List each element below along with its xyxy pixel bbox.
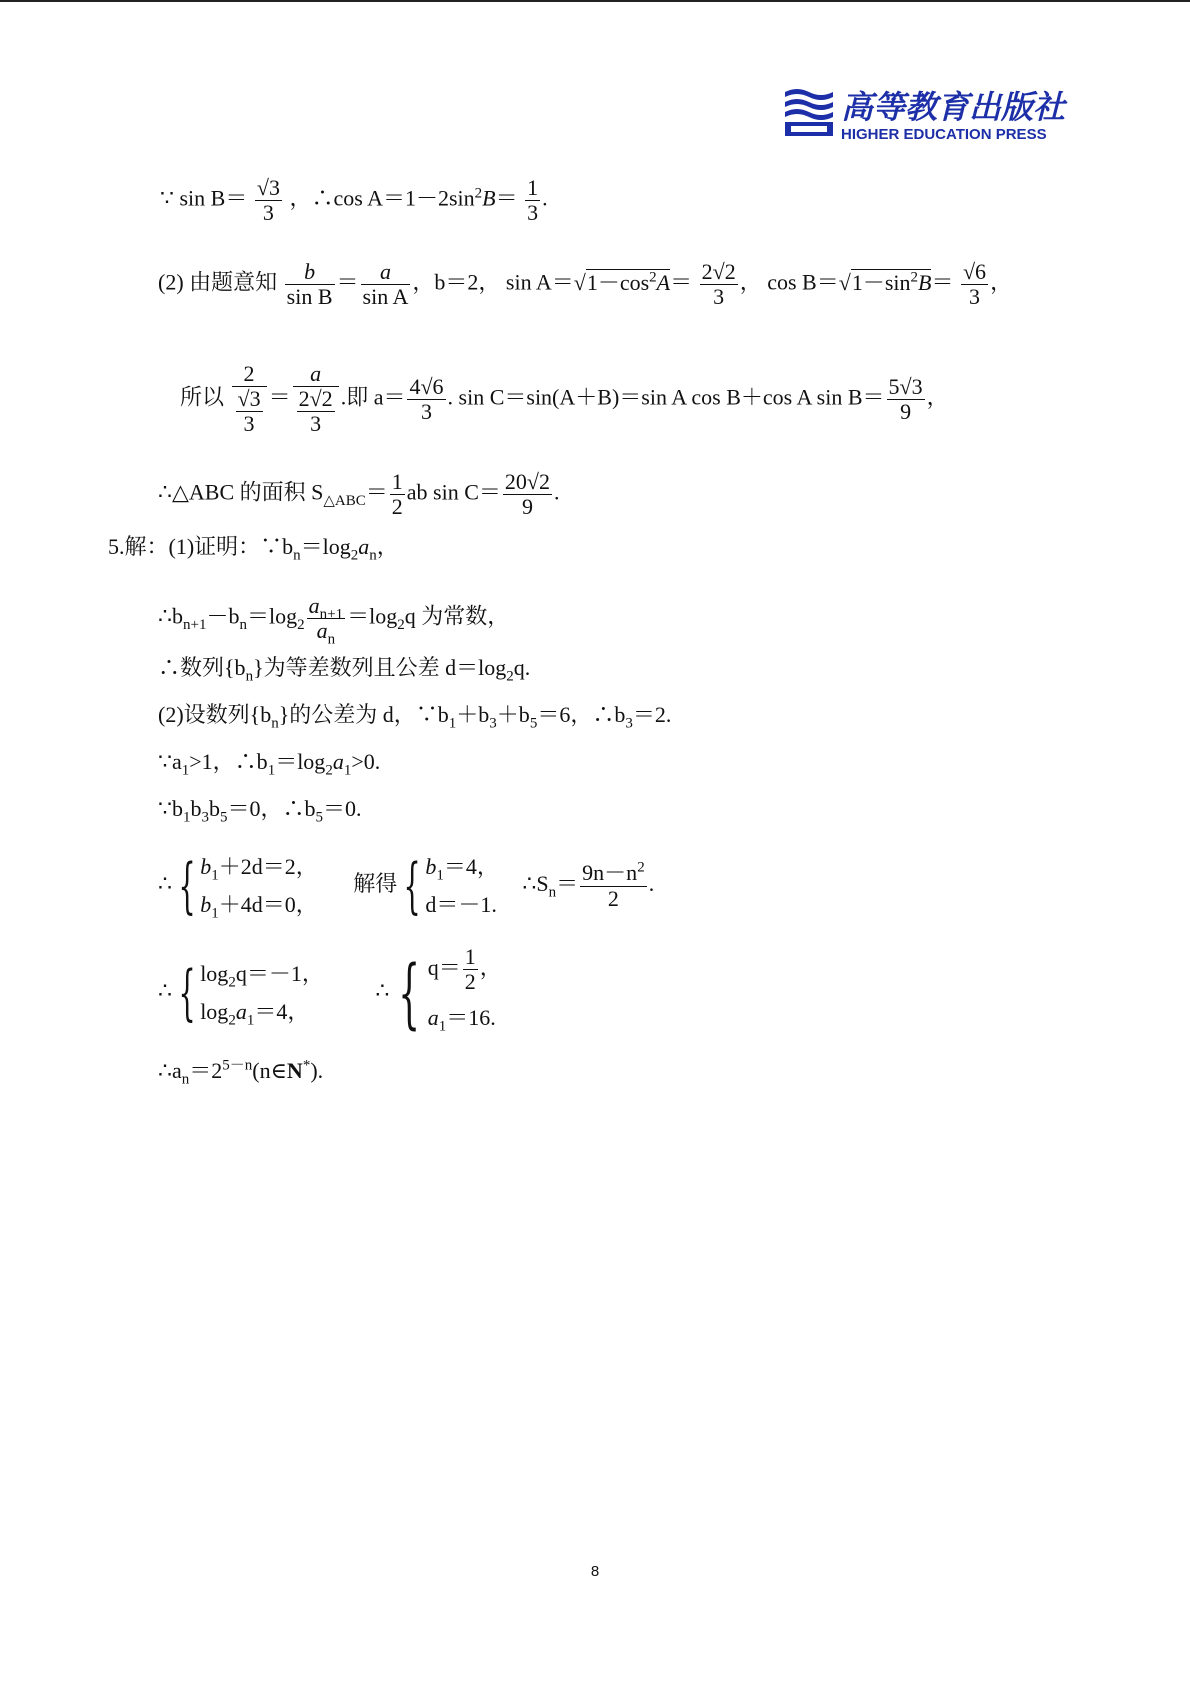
waves-icon xyxy=(785,89,833,136)
fraction-b-over-sinB: $\frac{b}{\text{sin B}}$ xyxy=(286,259,333,310)
p4-line4: ∴△ABC 的面积 $S_{\triangle ABC}=$ $\frac{1}{2}$ ab sin C＝ $\frac{20√2}{9}$ . xyxy=(158,469,560,520)
fraction-an1-over-an: $\frac{a_{n+1}}{a_n}$ xyxy=(308,593,344,648)
p5-step2: $\therefore b_{n+1}-b_n=\log_2$ $\frac{a_{n+1}}{a_n}$ $=\log_2q$ 为常数， xyxy=(158,593,510,648)
fraction-20root2-over-9: $\frac{20√2}{9}$ xyxy=(504,469,550,520)
fraction-a-over-sinA: $\frac{a}{\text{sin A}}$ xyxy=(362,259,409,310)
equation-system-3: $\log_2q=-1$， $\log_2a_1=4$， xyxy=(200,960,324,1029)
equation-system-1: $b_1+2d=2$， $b_1+4d=0$， xyxy=(200,854,318,922)
p5-step6: $\because b_1b_3b_5=0$，$\therefore b_5=0$. xyxy=(158,796,362,826)
fraction-root3-over-3: $\frac{√3}{3}$ xyxy=(256,175,280,226)
fraction-Sn: $\frac{9n-n^2}{2}$ xyxy=(582,859,645,911)
p4-line3: 所以 $\frac{2}{\frac{√3}{3}}$ ＝ $\frac{a}{\frac{2√2}{3}}$ .即 a＝ $\frac{4√6}{3}$ . sin C＝sin(A＋B)＝sin A cos B＋cos A sin B＝ $\frac{5√3}{9}$ ， xyxy=(180,361,949,437)
compound-fraction-left: $\frac{2}{\frac{√3}{3}}$ xyxy=(232,362,267,437)
p5-conclusion: $\therefore a_n=2^{5-n}(n\in N^*)$. xyxy=(158,1057,324,1088)
p5-step8-system: ∴ { $\log_2q=-1$， $\log_2a_1=4$， ∴ { q＝ $\frac{1}{2}$ ， $a_1=16$. xyxy=(158,945,502,1041)
fraction-1-over-2: $\frac{1}{2}$ xyxy=(391,469,403,520)
fraction-1-over-3: $\frac{1}{3}$ xyxy=(527,175,539,226)
left-brace-icon: { xyxy=(398,947,421,1037)
top-border xyxy=(0,0,1190,2)
compound-fraction-right: $\frac{a}{\frac{2√2}{3}}$ xyxy=(293,362,339,437)
p5-step5: $\because a_1>1$，$\therefore b_1=\log_2a_1>0$. xyxy=(158,749,381,779)
fraction-5root3-over-9: $\frac{5√3}{9}$ xyxy=(888,373,923,424)
p5-step4: (2)设数列$\{b_n\}$的公差为 d，$\because b_1+b_3+b_5=6$，$\therefore b_3=2$. xyxy=(158,702,672,732)
p4-line2: (2) 由题意知 $\frac{b}{\text{sin B}}$ ＝ $\frac{a}{\text{sin A}}$ ，b＝2， $\sin A=√1-\cos^2A=$ $\frac{2√2}{3}$ ， $\cos B=√1-\sin^2B=$ $\frac{√6}{3}$ ， xyxy=(158,259,1013,310)
p5-step7-system: ∴ { $b_1+2d=2$， $b_1+4d=0$， 解得 { $b_1=4$， d＝－1. $\therefore S_n=$ $\frac{9n-n^2}{2}$ . xyxy=(158,848,654,924)
radical-1-sin2B: $√1-\sin^2B$ xyxy=(838,269,932,295)
left-brace-icon: { xyxy=(178,851,196,921)
left-brace-icon: { xyxy=(178,957,196,1028)
fraction-2root2-over-3: $\frac{2√2}{3}$ xyxy=(701,259,736,310)
publisher-name-en: HIGHER EDUCATION PRESS xyxy=(841,126,1047,143)
fraction-4root6-over-3: $\frac{4√6}{3}$ xyxy=(409,373,444,424)
p5-heading: 5.解：(1)证明：$\because b_n=\log_2a_n$， xyxy=(108,534,399,564)
radical-1-cos2A: $√1-\cos^2A$ xyxy=(573,269,671,295)
publisher-logo xyxy=(783,86,1085,146)
equation-system-2: $b_1=4$， d＝－1. xyxy=(425,854,499,917)
p4-line1: ∵ sin B＝ $\frac{√3}{3}$ ，∴cos $A=1-2\sin^2B=$ $\frac{1}{3}$ . xyxy=(160,175,548,226)
equation-system-4: q＝ $\frac{1}{2}$ ， $a_1=16$. xyxy=(427,944,502,1035)
page-number: 8 xyxy=(590,1563,600,1580)
fraction-root6-over-3: $\frac{√6}{3}$ xyxy=(962,259,987,310)
p5-step3: ∴数列$\{b_n\}$为等差数列且公差 $d=\log_2q$. xyxy=(158,655,531,685)
left-brace-icon: { xyxy=(403,851,421,921)
publisher-name-cn: 高等教育出版社 xyxy=(841,88,1066,126)
